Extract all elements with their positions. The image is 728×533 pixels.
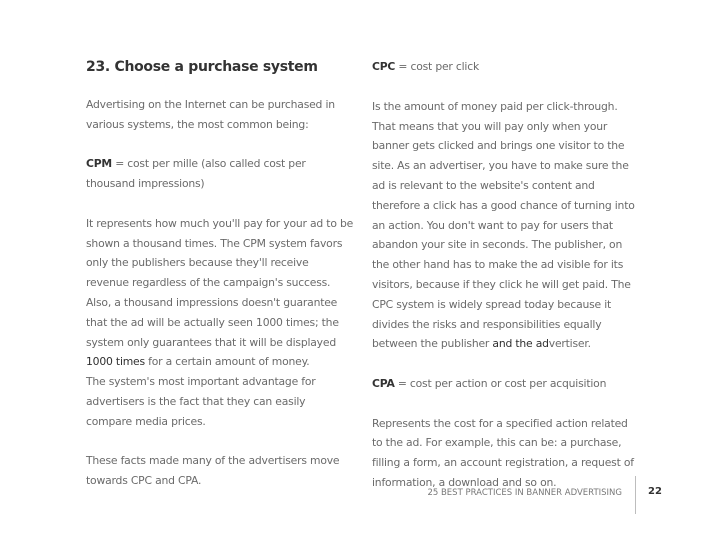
right-column: [372, 57, 640, 493]
cpm-body-highlight: 1000 times: [86, 355, 145, 369]
cpc-body-highlight: and the ad: [492, 337, 549, 351]
cpa-definition: [372, 374, 640, 394]
footer-book-title: 25 BEST PRACTICES IN BANNER ADVERTISING: [427, 488, 622, 498]
cpm-body-text-1: It represents how much you'll pay for your ad to be shown a thousand times. The CPM system favors only the publishers because they'll receive revenue regardless of the campaign's success. Also, a thousand impressions doesn't guarantee that the ad will be actually seen 1000 times; the system only guarantees that it will be displayed: [86, 216, 354, 349]
left-column: [86, 57, 354, 491]
cpm-advantage-paragraph: The system's most important advantage for advertisers is the fact that they can easily compare media prices.: [86, 375, 316, 428]
cpc-term: CPC: [372, 60, 396, 73]
cpc-definition-text: = cost per click: [395, 60, 480, 73]
cpc-body-text-2: vertiser.: [548, 337, 591, 351]
cpm-definition-text: = cost per mille (also called cost per thousand impressions): [86, 157, 306, 191]
cpm-term: CPM: [86, 157, 112, 171]
footer-divider: [635, 476, 636, 514]
cpm-definition: [86, 154, 354, 194]
cpm-body-text-2: for a certain amount of money.: [144, 355, 310, 369]
section-title: 23. Choose a purchase system: [86, 59, 318, 75]
cpc-definition: [372, 57, 640, 77]
cpa-definition-text: = cost per action or cost per acquisition: [394, 376, 607, 390]
cpa-body-paragraph: Represents the cost for a specified action related to the ad. For example, this can be: a purchase, filling a form, an account registration, a request of information, a download and so on.: [372, 416, 634, 489]
cpm-body-paragraph: [86, 214, 354, 372]
cpc-body-text-1: Is the amount of money paid per click-through. That means that you will pay only when your banner gets clicked and brings one visitor to the site. As an advertiser, you have to make sure the ad is relevant to the website's content and therefore a click has a good chance of turning into an action. You don't want to pay for users that abandon your site in seconds. The publisher, on the other hand has to make the ad visible for its visitors, because if they click he will get paid. The CPC system is widely spread today because it divides the risks and responsibilities equally between the publisher: [372, 99, 635, 351]
cpa-term: CPA: [372, 376, 395, 390]
intro-paragraph: Advertising on the Internet can be purchased in various systems, the most common being:: [86, 98, 335, 131]
cpc-body-paragraph: [372, 97, 640, 354]
closing-paragraph: These facts made many of the advertisers move towards CPC and CPA.: [86, 454, 340, 488]
page-number: 22: [648, 486, 662, 497]
